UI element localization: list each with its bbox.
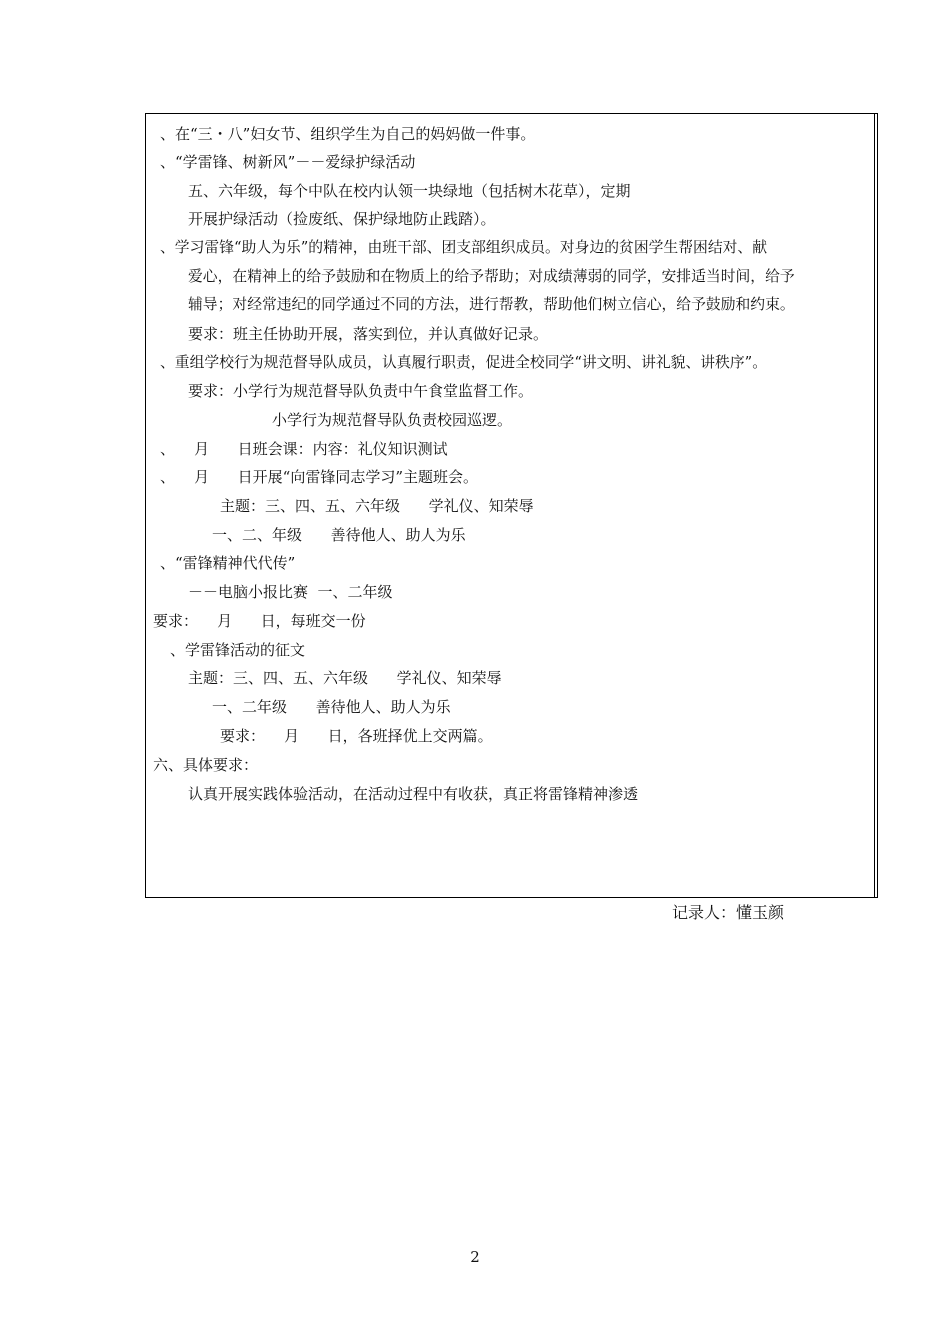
text-line: 、在“三・八”妇女节、组织学生为自己的妈妈做一件事。: [160, 125, 536, 143]
text-line: 小学行为规范督导队负责校园巡逻。: [272, 411, 513, 429]
text-line: 一、二、年级 善待他人、助人为乐: [212, 526, 466, 544]
text-line: 认真开展实践体验活动，在活动过程中有收获，真正将雷锋精神渗透: [188, 785, 639, 803]
text-line: 、“学雷锋、树新风”－－爱绿护绿活动: [160, 153, 416, 171]
text-line: 、“雷锋精神代代传”: [160, 554, 296, 572]
text-line: 主题：三、四、五、六年级 学礼仪、知荣辱: [220, 497, 534, 515]
text-line: －－电脑小报比赛 一、二年级: [188, 583, 393, 601]
page-number: 2: [470, 1248, 480, 1266]
text-line: 、 月 日开展“向雷锋同志学习”主题班会。: [160, 468, 479, 486]
text-line: 、学习雷锋“助人为乐”的精神，由班干部、团支部组织成员。对身边的贫困学生帮困结对、献: [160, 239, 768, 256]
text-line: 六、具体要求：: [153, 756, 259, 774]
recorder-signature: 记录人：懂玉颜: [672, 903, 785, 922]
text-line: 、重组学校行为规范督导队成员，认真履行职责，促进全校同学“讲文明、讲礼貌、讲秩序”。: [160, 354, 768, 371]
text-line: 要求： 月 日，每班交一份: [153, 612, 366, 630]
text-line: 主题：三、四、五、六年级 学礼仪、知荣辱: [188, 669, 502, 687]
text-line: 开展护绿活动（捡废纸、保护绿地防止践踏）。: [188, 210, 496, 228]
text-line: 辅导；对经常违纪的同学通过不同的方法，进行帮教，帮助他们树立信心，给予鼓励和约束。: [188, 296, 795, 313]
text-line: 要求： 月 日，各班择优上交两篇。: [220, 727, 493, 745]
text-line: 、 月 日班会课：内容：礼仪知识测试: [160, 440, 448, 458]
text-line: 爱心，在精神上的给予鼓励和在物质上的给予帮助；对成绩薄弱的同学，安排适当时间，给予: [188, 268, 795, 285]
text-line: 一、二年级 善待他人、助人为乐: [212, 698, 451, 716]
text-line: 要求：班主任协助开展，落实到位，并认真做好记录。: [188, 325, 549, 343]
text-line: 、学雷锋活动的征文: [170, 641, 306, 659]
text-line: 五、六年级，每个中队在校内认领一块绿地（包括树木花草），定期: [188, 182, 631, 200]
text-line: 要求：小学行为规范督导队负责中午食堂监督工作。: [188, 382, 534, 400]
